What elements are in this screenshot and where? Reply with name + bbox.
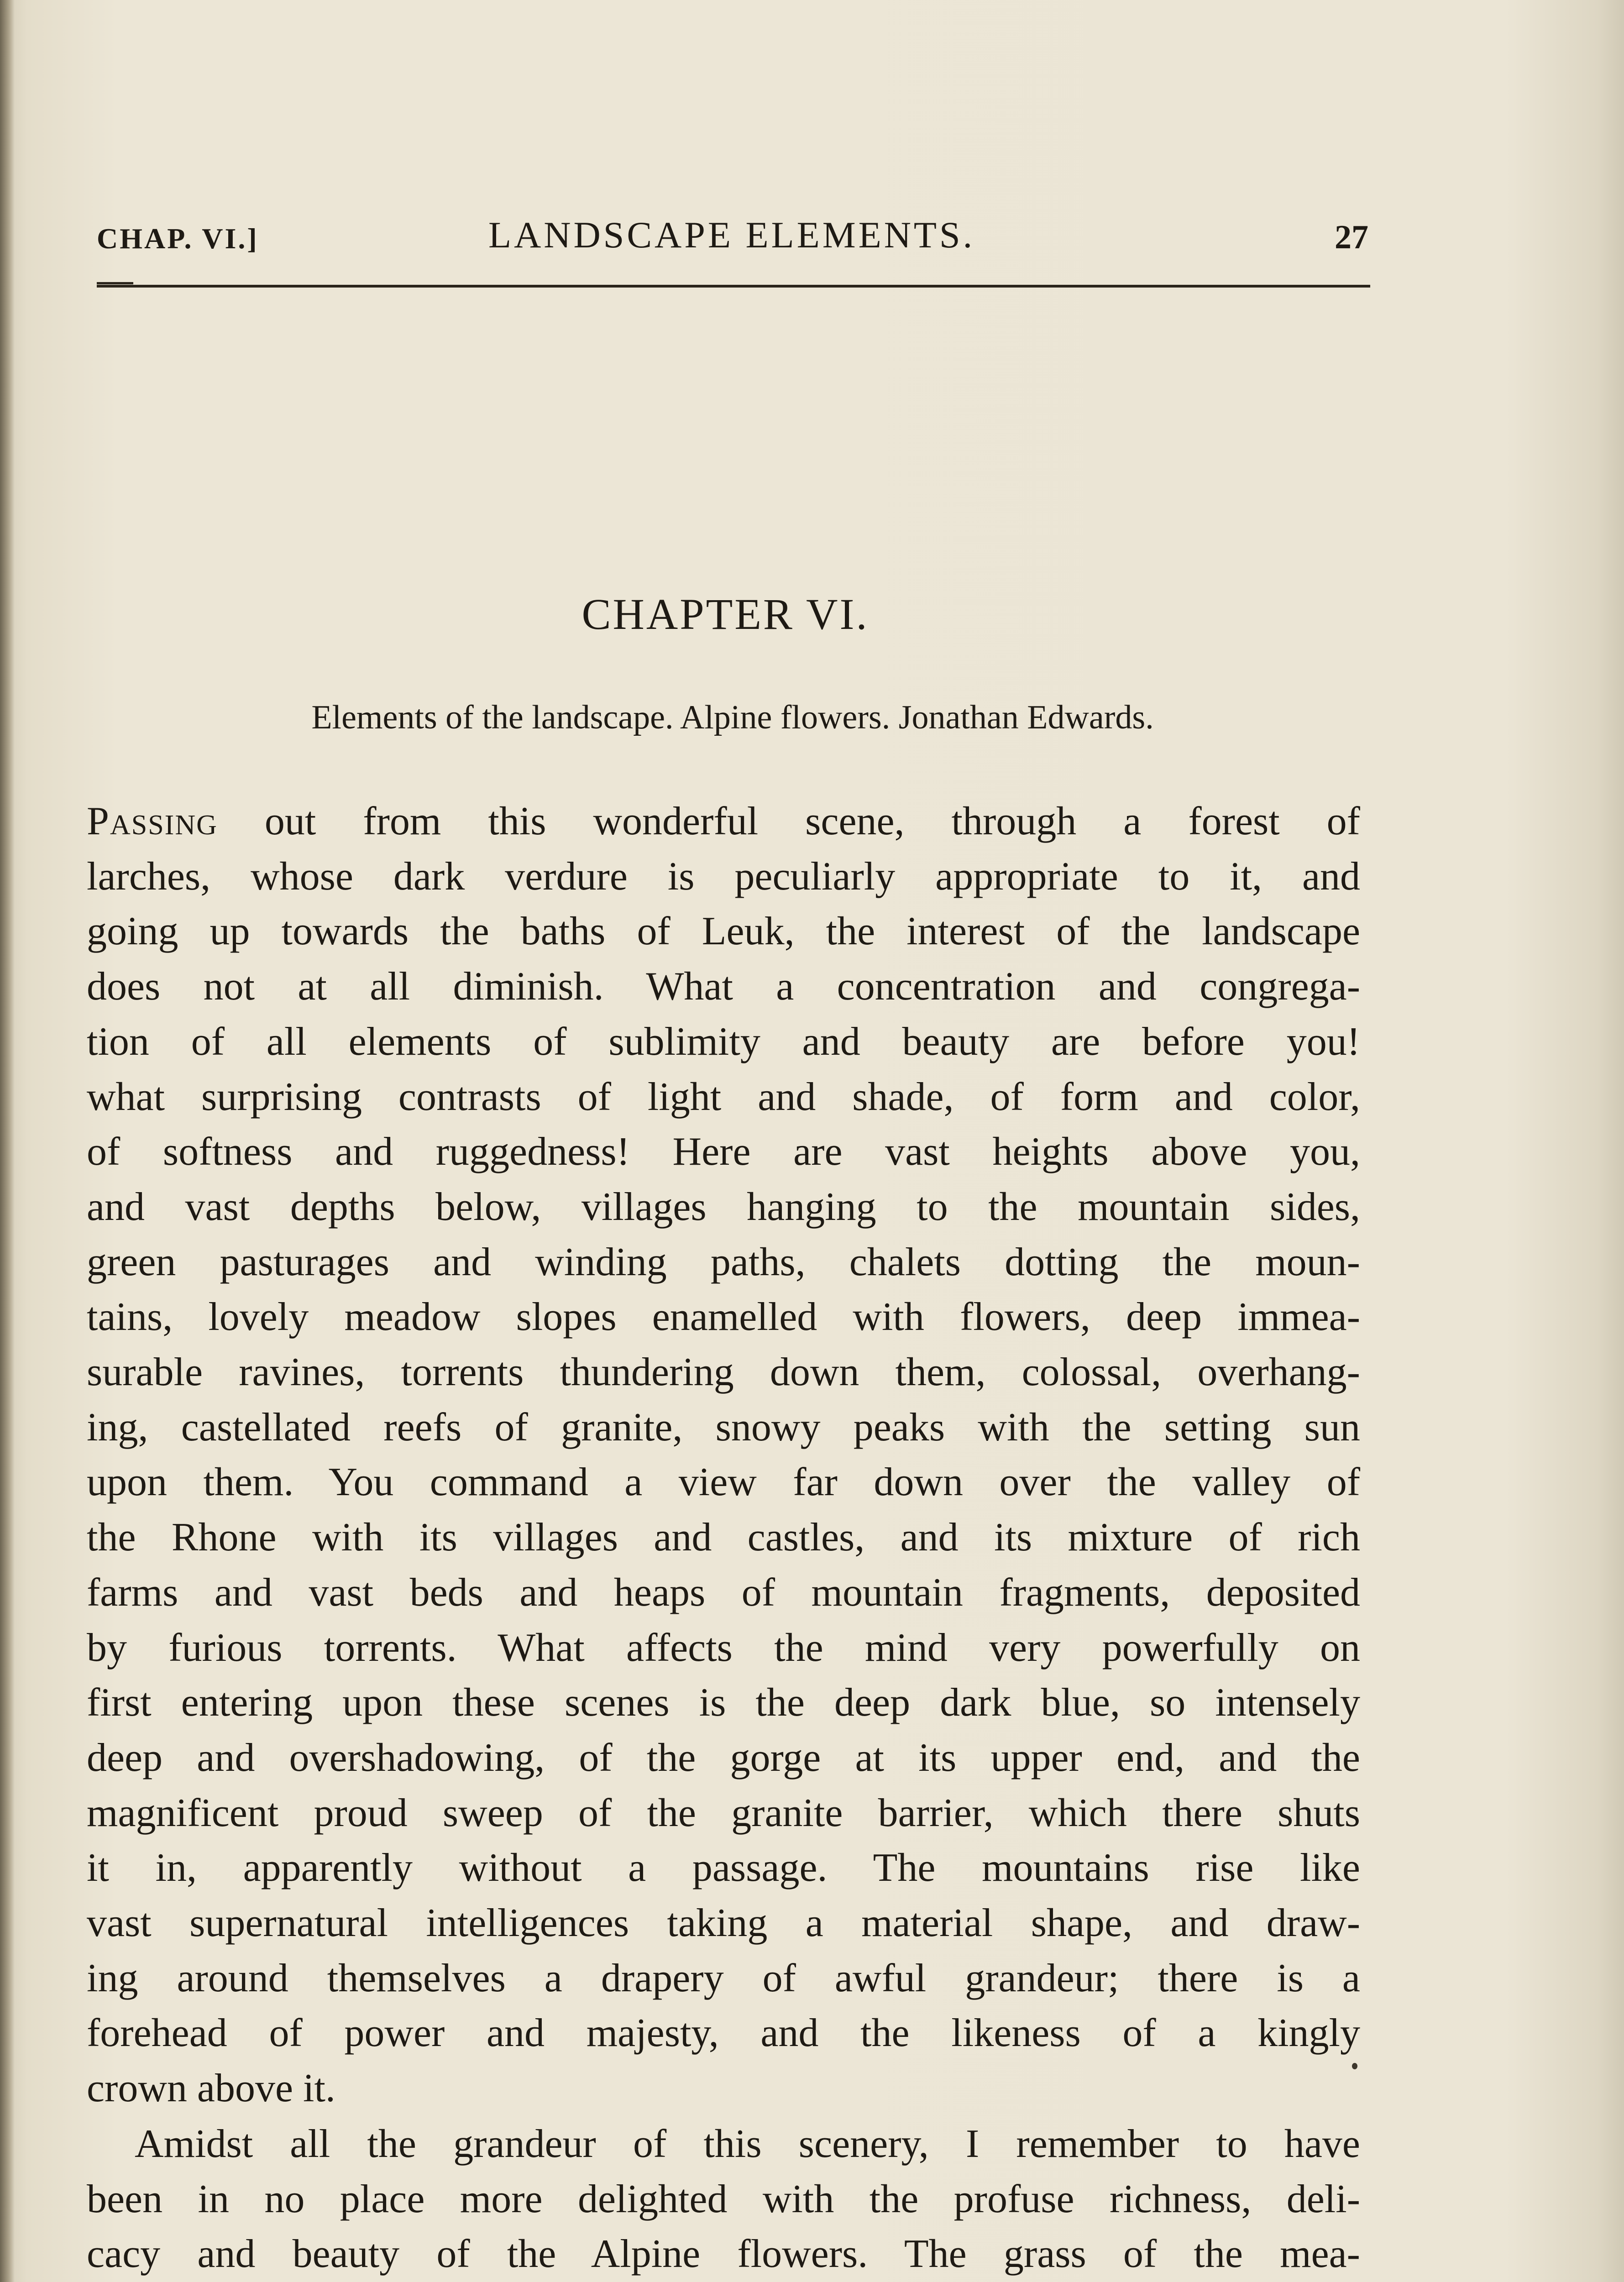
- paragraph-line: it in, apparently without a passage. The mountains rise like: [87, 1846, 1360, 1890]
- line-text: out from this wonderful scene, through a forest of: [217, 799, 1360, 843]
- running-head: [91, 214, 1374, 264]
- header-rule-tick: [97, 282, 133, 284]
- paragraph-line: and vast depths below, villages hanging to the mountain sides,: [87, 1184, 1360, 1229]
- paragraph-line: surable ravines, torrents thundering down them, colossal, overhang-: [87, 1350, 1360, 1395]
- paragraph-line: been in no place more delighted with the profuse richness, deli-: [87, 2177, 1360, 2221]
- paragraph-line: forehead of power and majesty, and the likeness of a kingly: [87, 2011, 1360, 2056]
- paragraph-line: ing, castellated reefs of granite, snowy peaks with the setting sun: [87, 1405, 1360, 1450]
- ink-speck: [1352, 2063, 1357, 2069]
- paragraph-line: upon them. You command a view far down over the valley of: [87, 1460, 1360, 1505]
- paragraph-line: cacy and beauty of the Alpine flowers. The grass of the mea-: [87, 2232, 1360, 2277]
- paragraph-line: farms and vast beds and heaps of mountain fragments, deposited: [87, 1570, 1360, 1615]
- paragraph-line: tains, lovely meadow slopes enamelled with flowers, deep immea-: [87, 1295, 1360, 1340]
- paragraph-line: by furious torrents. What affects the mind very powerfully on: [87, 1625, 1360, 1670]
- chapter-title: CHAPTER VI.: [581, 590, 869, 639]
- running-head-chapter: CHAP. VI.]: [97, 222, 259, 255]
- paragraph-line: tion of all elements of sublimity and beauty are before you!: [87, 1019, 1360, 1064]
- header-rule: [97, 285, 1370, 288]
- chapter-summary: Elements of the landscape. Alpine flowers. Jonathan Edwards.: [311, 699, 1154, 736]
- paragraph-line: what surprising contrasts of light and shade, of form and color,: [87, 1074, 1360, 1119]
- paragraph-1: [87, 794, 1360, 2116]
- paragraph-line: first entering upon these scenes is the deep dark blue, so intensely: [87, 1680, 1360, 1725]
- paragraph-line: the Rhone with its villages and castles, and its mixture of rich: [87, 1515, 1360, 1560]
- paragraph-line: green pasturages and winding paths, chalets dotting the moun-: [87, 1240, 1360, 1284]
- paragraph-line: larches, whose dark verdure is peculiarly appropriate to it, and: [87, 854, 1360, 899]
- paragraph-line: ing around themselves a drapery of awful grandeur; there is a: [87, 1956, 1360, 2000]
- paragraph-line: of softness and ruggedness! Here are vast heights above you,: [87, 1130, 1360, 1174]
- paragraph-line: vast supernatural intelligences taking a material shape, and draw-: [87, 1901, 1360, 1946]
- paragraph-line: does not at all diminish. What a concentration and congrega-: [87, 964, 1360, 1009]
- lead-word: Passing: [87, 799, 218, 843]
- paragraph-line: Amidst all the grandeur of this scenery, I remember to have: [135, 2122, 1360, 2166]
- page-number: 27: [1335, 219, 1368, 256]
- paragraph-line: crown above it.: [87, 2066, 335, 2111]
- paragraph-line: magnificent proud sweep of the granite barrier, which there shuts: [87, 1790, 1360, 1835]
- paragraph-line: [87, 794, 1360, 849]
- page-gutter-shadow: [0, 0, 15, 2282]
- paragraph-line: going up towards the baths of Leuk, the interest of the landscape: [87, 909, 1360, 954]
- paragraph-2: [87, 2117, 1360, 2282]
- running-head-title: LANDSCAPE ELEMENTS.: [488, 214, 975, 256]
- paragraph-line: deep and overshadowing, of the gorge at its upper end, and the: [87, 1735, 1360, 1780]
